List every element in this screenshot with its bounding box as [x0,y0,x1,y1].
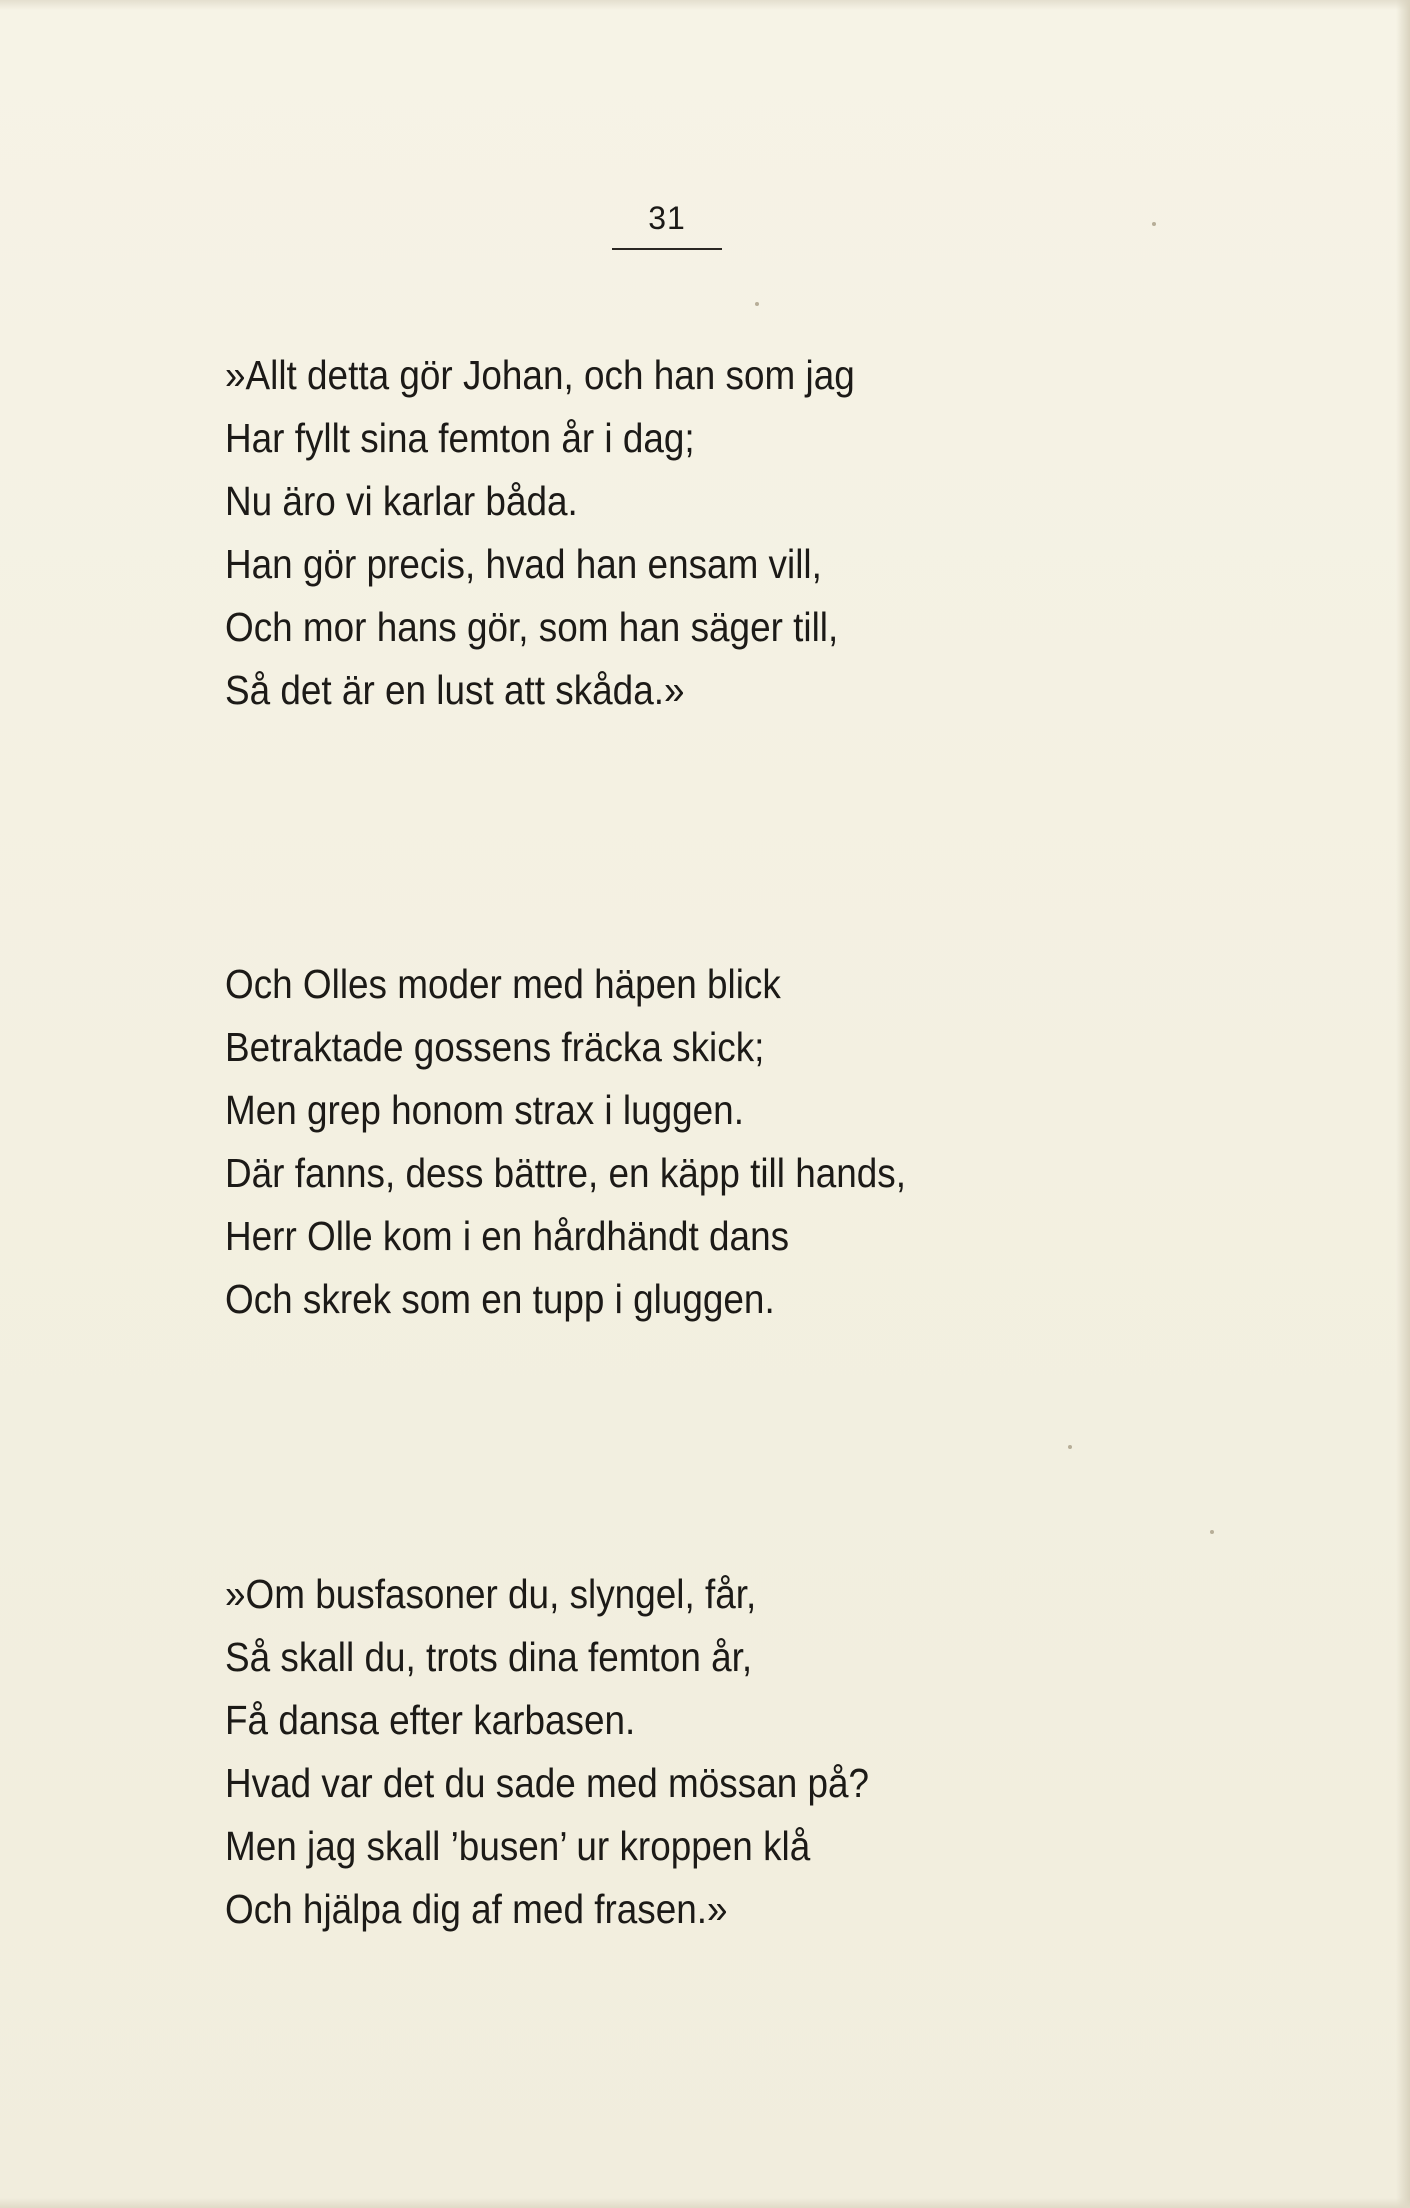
verse-line: »Om busfasoner du, slyngel, får, [225,1571,757,1617]
verse-line: Nu äro vi karlar båda. [225,478,578,524]
verse-line: Han gör precis, hvad han ensam vill, [225,541,822,587]
verse-line: Men grep honom strax i luggen. [225,1087,744,1133]
verse-line: Och hjälpa dig af med frasen.» [225,1886,728,1932]
verse-line: Herr Olle kom i en hårdhändt dans [225,1213,790,1259]
verse-line: Betraktade gossens fräcka skick; [225,1024,765,1070]
verse-line: Och mor hans gör, som han säger till, [225,604,839,650]
verse-line: Men jag skall ’busen’ ur kroppen klå [225,1823,811,1869]
verse-line: Få dansa efter karbasen. [225,1697,636,1743]
page-bottom-edge [0,2198,1410,2208]
page-top-edge [0,0,1410,10]
verse-line: Där fanns, dess bättre, en käpp till hands, [225,1150,907,1196]
page-right-edge [1396,0,1410,2208]
verse-line: »Allt detta gör Johan, och han som jag [225,352,855,398]
paper-speck [1152,222,1156,226]
verse-line: Så det är en lust att skåda.» [225,667,685,713]
stanza-3 [225,1563,1225,1941]
verse-line: Och skrek som en tupp i gluggen. [225,1276,775,1322]
paper-speck [755,302,759,306]
paper-speck [1210,1530,1214,1534]
page-number-rule [612,248,722,250]
stanza-2 [225,953,1225,1331]
paper-speck [1068,1445,1072,1449]
verse-line: Och Olles moder med häpen blick [225,961,781,1007]
stanza-1 [225,344,1225,722]
verse-line: Hvad var det du sade med mössan på? [225,1760,870,1806]
page-number: 31 [648,200,686,236]
verse-line: Har fyllt sina femton år i dag; [225,415,695,461]
verse-line: Så skall du, trots dina femton år, [225,1634,753,1680]
